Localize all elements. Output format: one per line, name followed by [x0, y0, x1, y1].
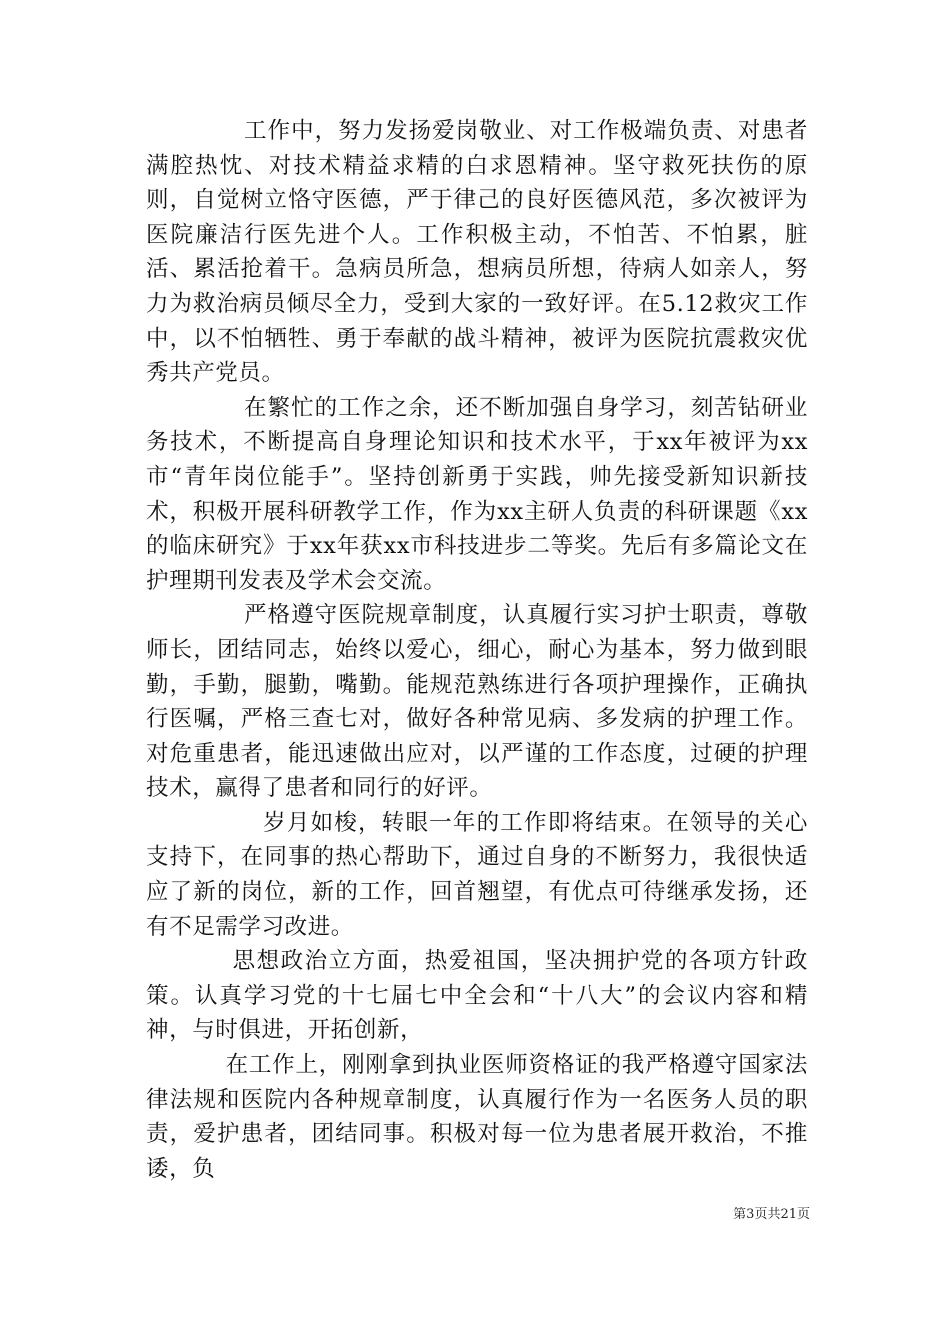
paragraph-4: 岁月如梭，转眼一年的工作即将结束。在领导的关心支持下，在同事的热心帮助下，通过自身的不断努力，我很快适应了新的岗位，新的工作，回首翘望，有优点可待继承发扬，还有不足需学习改进。 [146, 809, 808, 940]
body-text [146, 114, 808, 1186]
paragraph-5: 思想政治立方面，热爱祖国，坚决拥护党的各项方针政策。认真学习党的十七届七中全会和“十八大”的会议内容和精神，与时俱进，开拓创新， [146, 948, 808, 1044]
page-number-footer: 第3页共21页 [733, 1207, 810, 1222]
paragraph-2: 在繁忙的工作之余，还不断加强自身学习，刻苦钻研业务技术，不断提高自身理论知识和技术水平，于xx年被评为xx市“青年岗位能手”。坚持创新勇于实践，帅先接受新知识新技术，积极开展科研教学工作，作为xx主研人负责的科研课题《xx的临床研究》于xx年获xx市科技进步二等奖。先后有多篇论文在护理期刊发表及学术会交流。 [146, 394, 809, 594]
paragraph-3: 严格遵守医院规章制度，认真履行实习护士职责，尊敬师长，团结同志，始终以爱心，细心，耐心为基本，努力做到眼勤，手勤，腿勤，嘴勤。能规范熟练进行各项护理操作，正确执行医嘱，严格三查七对，做好各种常见病、多发病的护理工作。对危重患者，能迅速做出应对，以严谨的工作态度，过硬的护理技术，赢得了患者和同行的好评。 [146, 602, 809, 802]
paragraph-1: 工作中，努力发扬爱岗敬业、对工作极端负责、对患者满腔热忱、对技术精益求精的白求恩精神。坚守救死扶伤的原则，自觉树立恪守医德，严于律己的良好医德风范，多次被评为医院廉洁行医先进个人。工作积极主动，不怕苦、不怕累，脏活、累活抢着干。急病员所急，想病员所想，待病人如亲人，努力为救治病员倾尽全力，受到大家的一致好评。在5.12救灾工作中，以不怕牺牲、勇于奉献的战斗精神，被评为医院抗震救灾优秀共产党员。 [146, 118, 809, 387]
paragraph-6: 在工作上，刚刚拿到执业医师资格证的我严格遵守国家法律法规和医院内各种规章制度，认真履行作为一名医务人员的职责，爱护患者，团结同事。积极对每一位为患者展开救治，不推诿，负 [146, 1052, 808, 1182]
